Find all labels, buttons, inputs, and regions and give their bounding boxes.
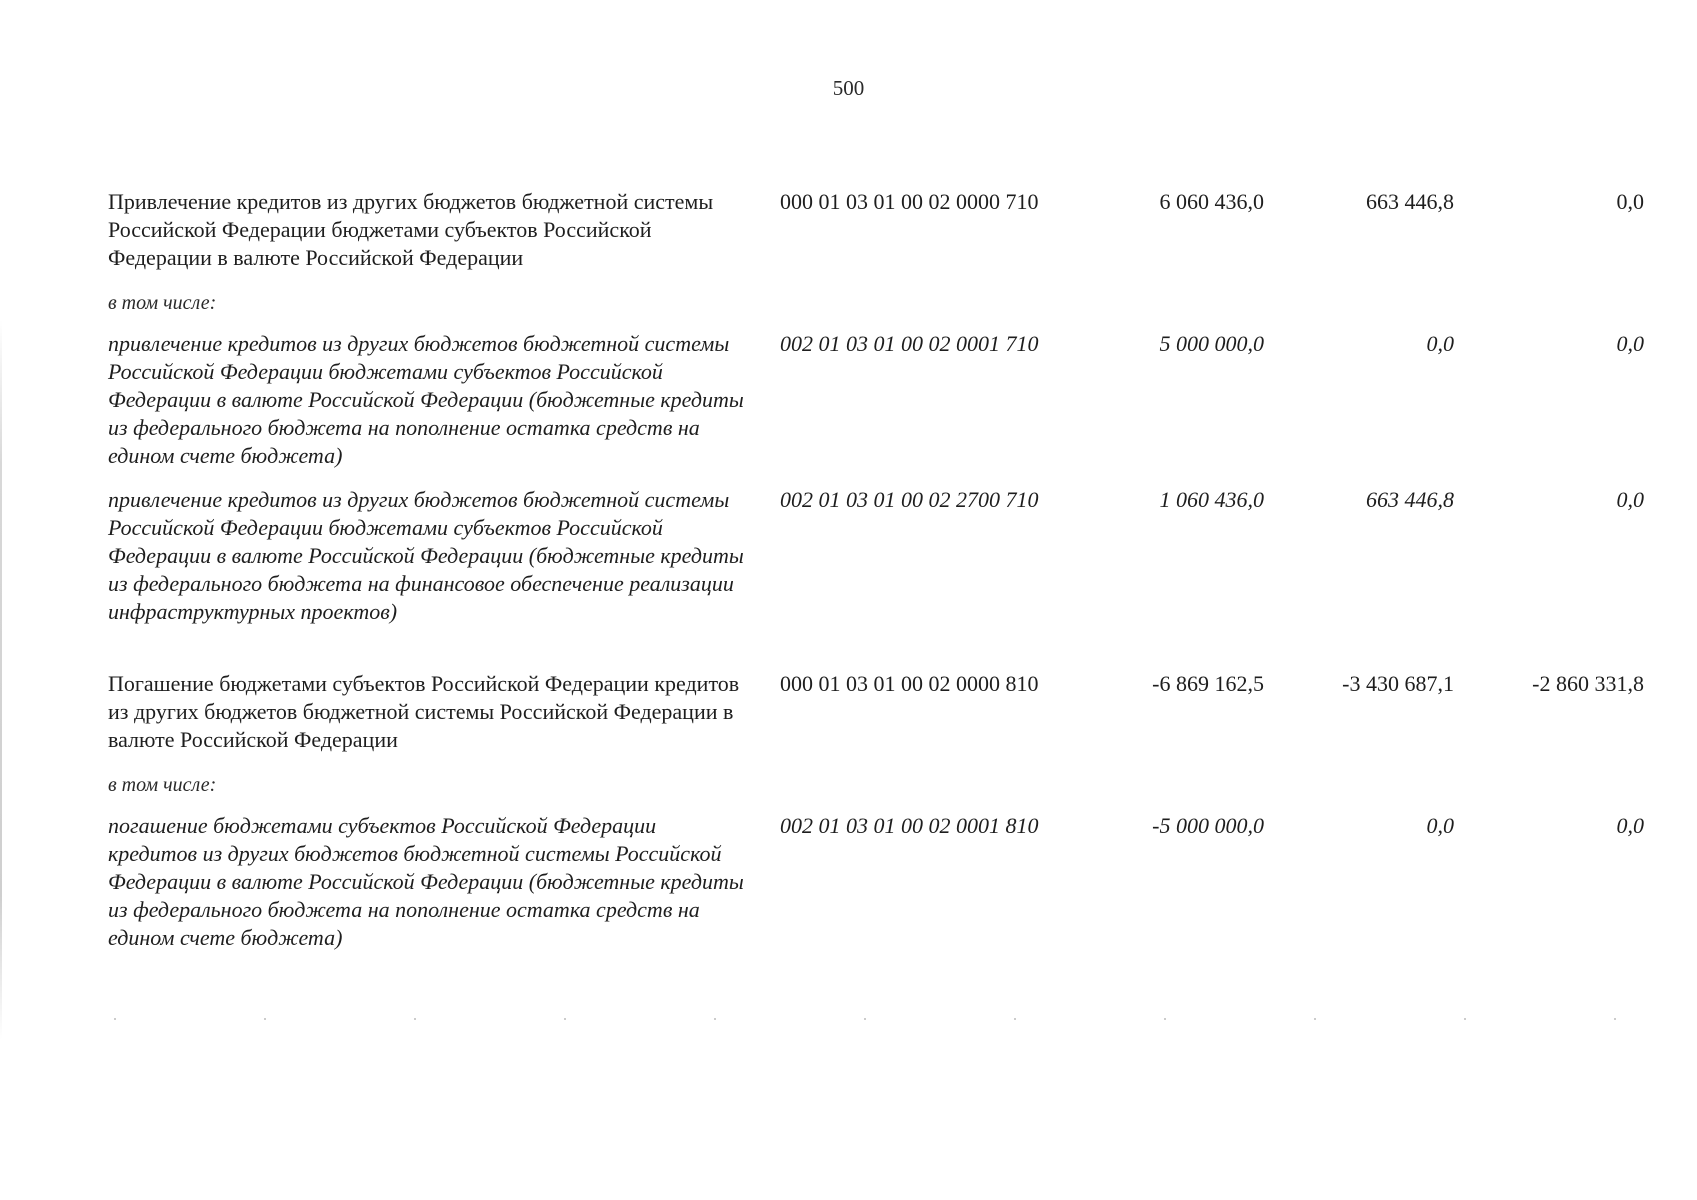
row-value-2: -3 430 687,1 [1342,671,1454,696]
row-value-1: -5 000 000,0 [1152,813,1264,838]
row-value-1: 6 060 436,0 [1159,189,1264,214]
row-value-2: 0,0 [1426,813,1454,838]
row-value-1: 5 000 000,0 [1159,331,1264,356]
including-note: в том числе: [108,774,217,796]
scan-edge-shadow [0,320,2,1040]
row-description: привлечение кредитов из других бюджетов бюджетной системы Российской Федерации бюджетами субъектов Российской Федерации в валюте Российской Федерации (бюджетные кредиты из федерального бюджета на финансовое обеспечение реализации инфраструктурных проектов) [108,487,744,624]
row-code: 002 01 03 01 00 02 0001 710 [780,331,1039,356]
row-value-2: 663 446,8 [1366,189,1454,214]
row-code: 000 01 03 01 00 02 0000 710 [780,189,1039,214]
row-value-3: -2 860 331,8 [1532,671,1644,696]
row-value-3: 0,0 [1616,189,1644,214]
row-description: погашение бюджетами субъектов Российской Федерации кредитов из других бюджетов бюджетной системы Российской Федерации в валюте Российской Федерации (бюджетные кредиты из федерального бюджета на пополнение остатка средств на едином счете бюджета) [108,813,744,950]
including-note: в том числе: [108,292,217,314]
row-description: привлечение кредитов из других бюджетов бюджетной системы Российской Федерации бюджетами субъектов Российской Федерации в валюте Российской Федерации (бюджетные кредиты из федерального бюджета на пополнение остатка средств на едином счете бюджета) [108,331,744,468]
row-code: 000 01 03 01 00 02 0000 810 [780,671,1039,696]
row-value-2: 0,0 [1426,331,1454,356]
scan-dot-line [40,1018,1640,1020]
row-code: 002 01 03 01 00 02 0001 810 [780,813,1039,838]
row-value-3: 0,0 [1616,813,1644,838]
row-value-3: 0,0 [1616,487,1644,512]
row-description: Привлечение кредитов из других бюджетов бюджетной системы Российской Федерации бюджетами субъектов Российской Федерации в валюте Российской Федерации [108,189,714,270]
row-value-1: -6 869 162,5 [1152,671,1264,696]
row-description: Погашение бюджетами субъектов Российской Федерации кредитов из других бюджетов бюджетной системы Российской Федерации в валюте Российской Федерации [108,671,740,752]
row-value-2: 663 446,8 [1366,487,1454,512]
row-code: 002 01 03 01 00 02 2700 710 [780,487,1039,512]
page-number: 500 [832,76,865,100]
row-value-3: 0,0 [1616,331,1644,356]
row-value-1: 1 060 436,0 [1159,487,1264,512]
